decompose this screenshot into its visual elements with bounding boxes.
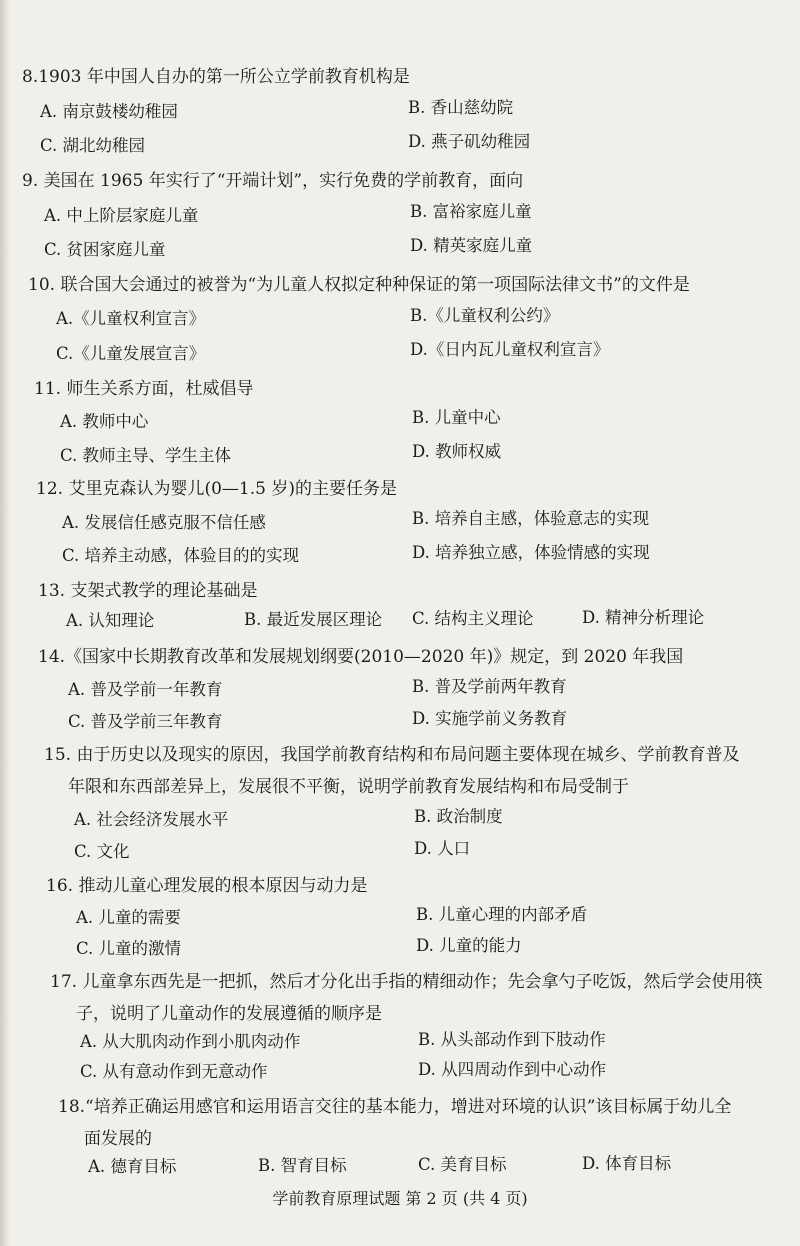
question-13-option-d: D. 精神分析理论	[582, 608, 705, 627]
question-15-option-d: D. 人口	[414, 839, 471, 858]
question-16-stem: 16. 推动儿童心理发展的根本原因与动力是	[46, 876, 368, 896]
question-9-stem: 9. 美国在 1965 年实行了“开端计划”，实行免费的学前教育，面向	[22, 171, 524, 191]
question-15-option-b: B. 政治制度	[414, 807, 503, 826]
question-8-option-b: B. 香山慈幼院	[408, 98, 514, 117]
question-8-option-c: C. 湖北幼稚园	[40, 136, 146, 155]
question-16-option-c: C. 儿童的激情	[76, 939, 182, 958]
page-footer: 学前教育原理试题 第 2 页 (共 4 页)	[272, 1189, 528, 1208]
page-edge-shadow	[0, 0, 10, 1246]
question-16-option-d: D. 儿童的能力	[416, 936, 522, 955]
question-17-stem-continued: 子，说明了儿童动作的发展遵循的顺序是	[76, 1004, 382, 1024]
question-8-option-d: D. 燕子矶幼稚园	[408, 132, 531, 151]
question-13-option-a: A. 认知理论	[66, 611, 155, 630]
question-10-option-b: B.《儿童权利公约》	[410, 306, 560, 325]
question-18-option-a: A. 德育目标	[88, 1157, 177, 1176]
question-8-option-a: A. 南京鼓楼幼稚园	[40, 102, 178, 121]
question-12-option-d: D. 培养独立感，体验情感的实现	[412, 543, 650, 562]
question-12-option-a: A. 发展信任感克服不信任感	[62, 513, 266, 532]
question-11-option-a: A. 教师中心	[60, 412, 149, 431]
question-9-option-d: D. 精英家庭儿童	[410, 236, 533, 255]
question-11-option-c: C. 教师主导、学生主体	[60, 446, 232, 465]
question-17-option-a: A. 从大肌肉动作到小肌肉动作	[80, 1032, 301, 1051]
question-11-option-b: B. 儿童中心	[412, 408, 501, 427]
question-10-option-d: D.《日内瓦儿童权利宣言》	[410, 340, 610, 359]
question-17-option-d: D. 从四周动作到中心动作	[418, 1060, 607, 1079]
question-18-stem: 18.“培养正确运用感官和运用语言交往的基本能力，增进对环境的认识”该目标属于幼儿全	[58, 1097, 732, 1117]
question-14-option-b: B. 普及学前两年教育	[412, 677, 567, 696]
question-12-option-b: B. 培养自主感，体验意志的实现	[412, 509, 650, 528]
question-9-option-b: B. 富裕家庭儿童	[410, 202, 532, 221]
question-18-option-c: C. 美育目标	[418, 1155, 507, 1174]
question-10-option-c: C.《儿童发展宣言》	[56, 344, 206, 363]
question-17-stem: 17. 儿童拿东西先是一把抓，然后才分化出手指的精细动作；先会拿勺子吃饭，然后学会使用筷	[50, 972, 763, 992]
question-9-option-a: A. 中上阶层家庭儿童	[44, 206, 199, 225]
question-14-option-c: C. 普及学前三年教育	[68, 712, 223, 731]
question-13-stem: 13. 支架式教学的理论基础是	[38, 581, 258, 601]
question-16-option-b: B. 儿童心理的内部矛盾	[416, 905, 588, 924]
question-18-stem-continued: 面发展的	[84, 1129, 152, 1149]
question-18-option-d: D. 体育目标	[582, 1154, 672, 1173]
question-9-option-c: C. 贫困家庭儿童	[44, 240, 166, 259]
question-13-option-c: C. 结构主义理论	[412, 609, 534, 628]
question-12-stem: 12. 艾里克森认为婴儿(0—1.5 岁)的主要任务是	[36, 479, 397, 499]
question-14-stem: 14.《国家中长期教育改革和发展规划纲要(2010—2020 年)》规定，到 2020 年我国	[38, 647, 684, 667]
question-17-option-b: B. 从头部动作到下肢动作	[418, 1030, 606, 1049]
question-10-option-a: A.《儿童权利宣言》	[56, 309, 206, 328]
question-8-stem: 8.1903 年中国人自办的第一所公立学前教育机构是	[22, 67, 410, 87]
question-15-option-c: C. 文化	[74, 842, 130, 861]
question-15-stem-continued: 年限和东西部差异上，发展很不平衡，说明学前教育发展结构和布局受制于	[68, 777, 629, 797]
question-15-option-a: A. 社会经济发展水平	[74, 810, 229, 829]
question-11-stem: 11. 师生关系方面，杜威倡导	[34, 379, 254, 399]
question-10-stem: 10. 联合国大会通过的被誉为“为儿童人权拟定种种保证的第一项国际法律文书”的文件是	[28, 275, 690, 295]
question-17-option-c: C. 从有意动作到无意动作	[80, 1062, 268, 1081]
question-11-option-d: D. 教师权威	[412, 442, 502, 461]
question-13-option-b: B. 最近发展区理论	[244, 610, 383, 629]
question-15-stem: 15. 由于历史以及现实的原因，我国学前教育结构和布局问题主要体现在城乡、学前教育普及	[44, 745, 740, 765]
question-14-option-d: D. 实施学前义务教育	[412, 709, 568, 728]
question-12-option-c: C. 培养主动感，体验目的的实现	[62, 546, 300, 565]
question-14-option-a: A. 普及学前一年教育	[68, 680, 223, 699]
question-16-option-a: A. 儿童的需要	[76, 908, 181, 927]
question-18-option-b: B. 智育目标	[258, 1156, 347, 1175]
